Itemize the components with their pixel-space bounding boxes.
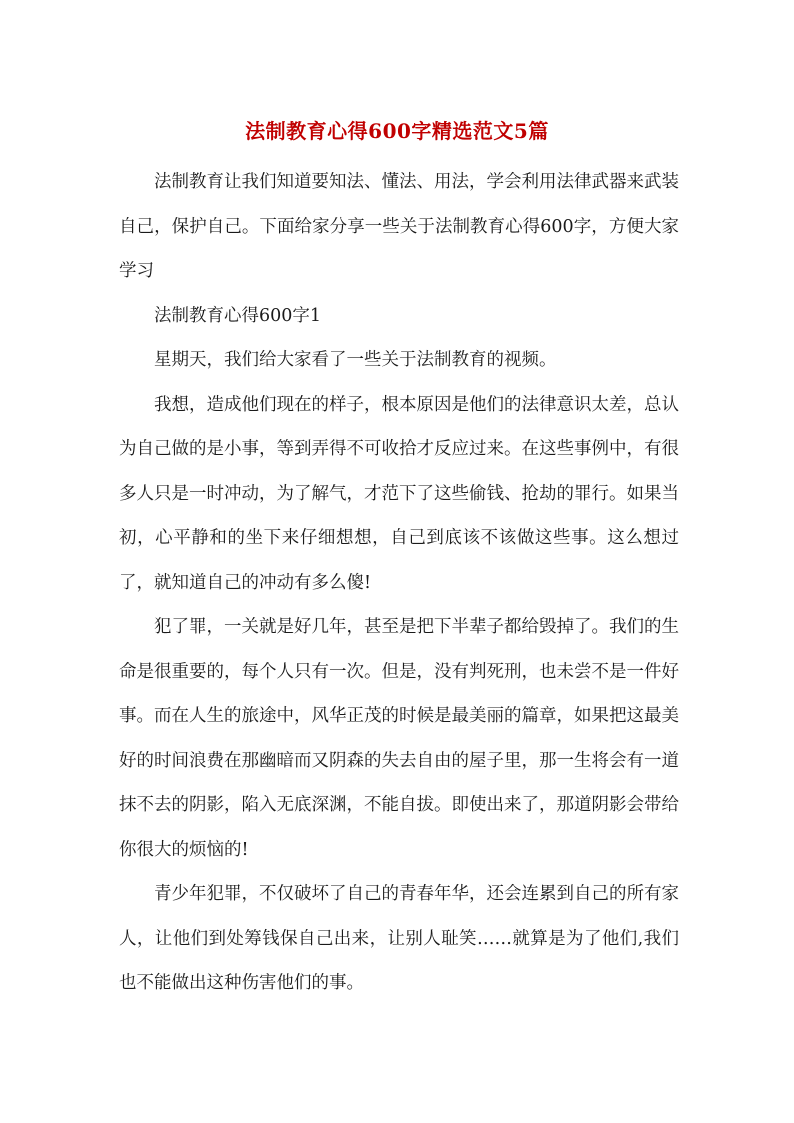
document-title: 法制教育心得600字精选范文5篇 — [245, 119, 549, 144]
body-paragraph: 犯了罪，一关就是好几年，甚至是把下半辈子都给毁掉了。我们的生命是很重要的，每个人只有一次。但是，没有判死刑，也未尝不是一件好事。而在人生的旅途中，风华正茂的时候是最美丽的篇章，如果把这最美好的时间浪费在那幽暗而又阴森的失去自由的屋子里，那一生将会有一道抹不去的阴影，陷入无底深渊，不能自拔。即使出来了，那道阴影会带给你很大的烦恼的! — [119, 617, 679, 860]
body-paragraph: 我想，造成他们现在的样子，根本原因是他们的法律意识太差，总认为自己做的是小事，等到弄得不可收拾才反应过来。在这些事例中，有很多人只是一时冲动，为了解气，才范下了这些偷钱、抢劫的罪行。如果当初，心平静和的坐下来仔细想想，自己到底该不该做这些事。这么想过了，就知道自己的冲动有多么傻! — [119, 394, 679, 593]
document-body — [119, 160, 679, 1006]
body-paragraph: 青少年犯罪，不仅破坏了自己的青春年华，还会连累到自己的所有家人，让他们到处筹钱保自己出来，让别人耻笑……就算是为了他们,我们也不能做出这种伤害他们的事。 — [119, 884, 679, 993]
section-heading: 法制教育心得600字1 — [154, 305, 322, 326]
intro-paragraph: 法制教育让我们知道要知法、懂法、用法，学会利用法律武器来武装自己，保护自己。下面给家分享一些关于法制教育心得600字，方便大家学习 — [119, 172, 679, 281]
body-paragraph: 星期天，我们给大家看了一些关于法制教育的视频。 — [154, 350, 557, 370]
